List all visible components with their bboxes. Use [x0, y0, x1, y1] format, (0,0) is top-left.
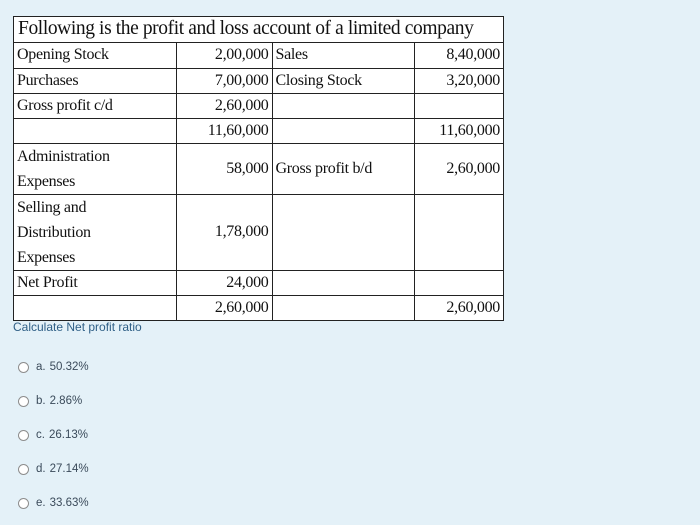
credit-amount	[414, 194, 503, 270]
answer-option-c[interactable]	[18, 418, 89, 452]
answer-option-e[interactable]	[18, 486, 89, 520]
credit-amount	[414, 270, 503, 295]
option-letter: e.	[36, 497, 46, 509]
debit-particular	[14, 295, 176, 320]
table-row	[14, 93, 503, 118]
debit-particular	[14, 118, 176, 143]
credit-amount: 2,60,000	[414, 143, 503, 194]
question-text: Calculate Net profit ratio	[13, 320, 142, 334]
radio-button-icon[interactable]	[18, 464, 29, 475]
debit-particular	[14, 143, 176, 194]
credit-amount: 3,20,000	[414, 68, 503, 93]
debit-particular: Purchases	[14, 68, 176, 93]
credit-particular: Closing Stock	[272, 68, 414, 93]
option-label: 2.86%	[49, 395, 83, 407]
table-row	[14, 68, 503, 93]
option-label: 26.13%	[48, 429, 88, 441]
answer-options	[18, 350, 89, 520]
table-row	[14, 43, 503, 68]
credit-particular	[272, 93, 414, 118]
debit-amount: 2,60,000	[176, 93, 272, 118]
answer-option-d[interactable]	[18, 452, 89, 486]
answer-option-b[interactable]	[18, 384, 89, 418]
table-row	[14, 118, 503, 143]
option-label: 33.63%	[49, 497, 89, 509]
profit-loss-table	[14, 43, 503, 320]
debit-particular-line: Administration	[17, 147, 110, 165]
debit-amount: 7,00,000	[176, 68, 272, 93]
option-letter: c.	[36, 429, 45, 441]
credit-particular: Sales	[272, 43, 414, 68]
credit-particular	[272, 194, 414, 270]
debit-particular: Gross profit c/d	[14, 93, 176, 118]
credit-total: 11,60,000	[414, 118, 503, 143]
credit-particular	[272, 270, 414, 295]
debit-particular	[14, 194, 176, 270]
table-title: Following is the profit and loss account of a limited company	[14, 17, 503, 43]
table-row	[14, 270, 503, 295]
radio-button-icon[interactable]	[18, 430, 29, 441]
debit-total: 2,60,000	[176, 295, 272, 320]
radio-button-icon[interactable]	[18, 362, 29, 373]
debit-particular-line: Selling and	[17, 198, 87, 216]
credit-particular: Gross profit b/d	[272, 143, 414, 194]
table-row	[14, 295, 503, 320]
debit-particular-line: Distribution	[17, 223, 91, 241]
credit-amount: 8,40,000	[414, 43, 503, 68]
radio-button-icon[interactable]	[18, 396, 29, 407]
debit-amount: 1,78,000	[176, 194, 272, 270]
debit-total: 11,60,000	[176, 118, 272, 143]
debit-particular-line: Expenses	[17, 248, 76, 266]
option-letter: a.	[36, 361, 46, 373]
debit-amount: 58,000	[176, 143, 272, 194]
credit-particular	[272, 295, 414, 320]
table-row	[14, 143, 503, 194]
profit-loss-account-image	[13, 16, 504, 321]
debit-amount: 24,000	[176, 270, 272, 295]
option-letter: b.	[36, 395, 46, 407]
option-label: 50.32%	[49, 361, 89, 373]
debit-amount: 2,00,000	[176, 43, 272, 68]
table-row	[14, 194, 503, 270]
debit-particular-line: Expenses	[17, 172, 76, 190]
debit-particular: Net Profit	[14, 270, 176, 295]
credit-particular	[272, 118, 414, 143]
debit-particular: Opening Stock	[14, 43, 176, 68]
radio-button-icon[interactable]	[18, 498, 29, 509]
credit-total: 2,60,000	[414, 295, 503, 320]
option-letter: d.	[36, 463, 46, 475]
option-label: 27.14%	[49, 463, 89, 475]
answer-option-a[interactable]	[18, 350, 89, 384]
credit-amount	[414, 93, 503, 118]
